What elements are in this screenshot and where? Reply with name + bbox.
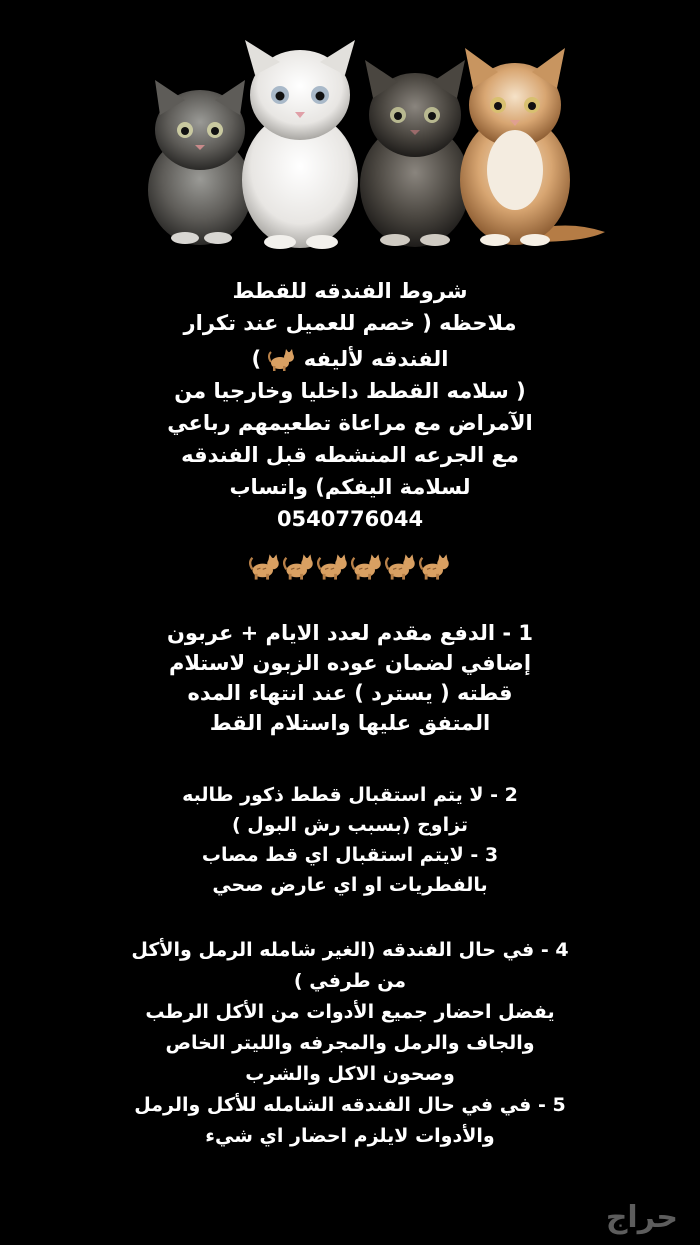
- rule-1: [110, 618, 590, 738]
- rule-3-line: بالفطريات او اي عارض صحي: [212, 874, 488, 896]
- rule-4-line: 4 - في حال الفندقه (الغير شامله الرمل والأكل: [131, 939, 569, 961]
- kitten-white: [242, 40, 358, 249]
- kittens-photo: [130, 20, 610, 255]
- rule-4-line: والجاف والرمل والمجرفه والليتر الخاص: [165, 1032, 535, 1054]
- kitten-dark: [360, 60, 470, 247]
- rule-3-line: 3 - لايتم استقبال اي قط مصاب: [201, 844, 499, 866]
- rule-4-line: من طرفي ): [293, 970, 407, 992]
- rule-2-line: 2 - لا يتم استقبال قطط ذكور طالبه: [182, 784, 518, 806]
- kittens-illustration: [130, 20, 610, 255]
- note-line-2a: الفندقه لأليفه: [303, 347, 449, 371]
- rule-1-line: المتفق عليها واستلام القط: [209, 711, 491, 735]
- cat-emoji-icon: [268, 348, 296, 372]
- cat-emoji-icon: [419, 553, 451, 581]
- info-line-2: الآمراض مع مراعاة تطعيمهم رباعي: [167, 411, 533, 435]
- note-line-2: [100, 343, 600, 375]
- rule-4-line: يفضل احضار جميع الأدوات من الأكل الرطب: [145, 1001, 555, 1023]
- rule-5-line: والأدوات لايلزم احضار اي شيء: [205, 1125, 495, 1147]
- rule-2-line: تزاوج (بسبب رش البول ): [231, 814, 469, 836]
- kitten-gray: [148, 80, 252, 245]
- cat-emoji-icon: [249, 553, 281, 581]
- cat-emoji-icon: [317, 553, 349, 581]
- rule-1-line: إضافي لضمان عوده الزبون لاستلام: [168, 651, 532, 675]
- info-line-4: لسلامة اليفكم) واتساب: [229, 475, 471, 499]
- cat-emoji-icon: [283, 553, 315, 581]
- phone-number: 0540776044: [276, 507, 424, 531]
- rule-5: [110, 1090, 590, 1152]
- kitten-orange: [460, 48, 570, 246]
- note-line-1: ملاحظه ( خصم للعميل عند تكرار: [183, 311, 517, 335]
- info-line-3: مع الجرعه المنشطه قبل الفندقه: [181, 443, 519, 467]
- haraj-watermark: حراج: [605, 1200, 678, 1235]
- cat-emoji-icon: [351, 553, 383, 581]
- cat-emoji-row: [0, 553, 700, 589]
- rule-5-line: 5 - في في حال الفندقه الشامله للأكل والرمل: [134, 1094, 566, 1116]
- rule-4-line: وصحون الاكل والشرب: [245, 1063, 455, 1085]
- page-title: شروط الفندقه للقطط: [232, 279, 468, 303]
- rule-1-line: قطته ( يسترد ) عند انتهاء المده: [187, 681, 513, 705]
- note-line-2b: ): [251, 347, 262, 371]
- rule-4: [110, 935, 590, 1090]
- rule-2-3: [110, 780, 590, 900]
- info-line-1: ( سلامه القطط داخليا وخارجيا من: [174, 379, 526, 403]
- intro-text: [100, 275, 600, 535]
- cat-emoji-icon: [385, 553, 417, 581]
- rule-1-line: 1 - الدفع مقدم لعدد الايام + عربون: [166, 621, 534, 645]
